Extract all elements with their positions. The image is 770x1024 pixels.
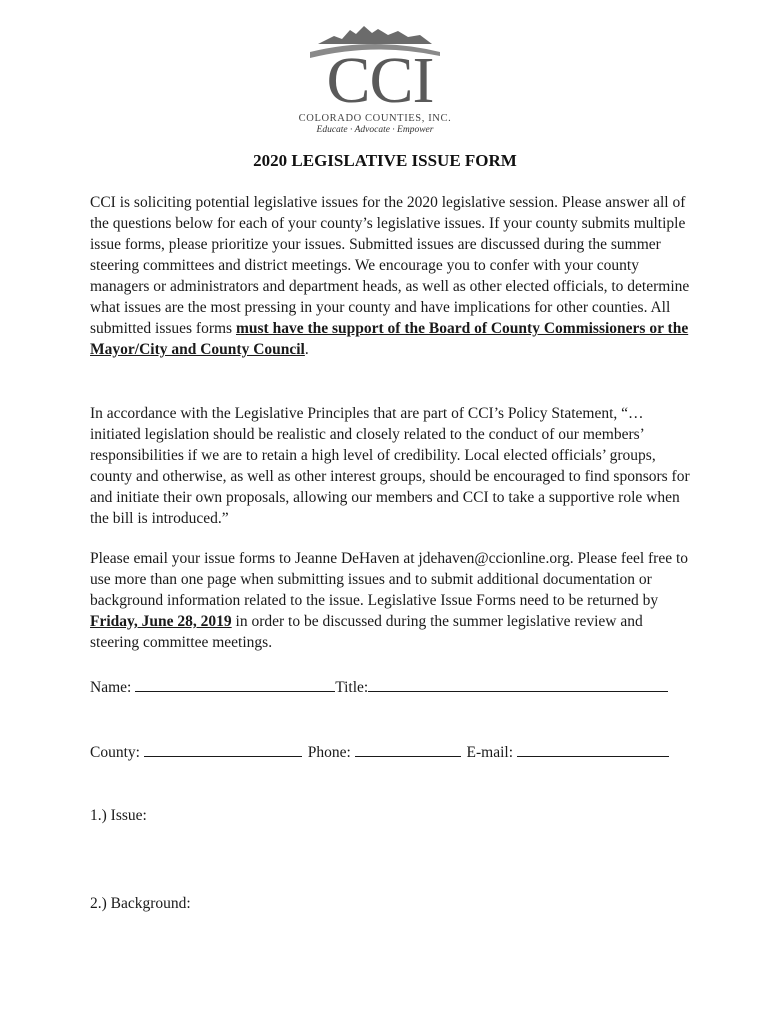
- submission-text: Please email your issue forms to Jeanne DeHaven at jdehaven@ccionline.org. Please feel free to use more than one page when submitting issues and to submit additional documentation or background information related to the issue. Legislative Issue Forms need to be returned by: [90, 550, 689, 609]
- intro-end: .: [304, 341, 309, 358]
- county-label: County:: [90, 744, 140, 761]
- name-field[interactable]: [135, 676, 335, 692]
- issue-label: 1.) Issue:: [90, 807, 147, 824]
- logo-tagline: Educate · Advocate · Empower: [316, 125, 434, 135]
- phone-label: Phone:: [307, 744, 351, 761]
- intro-paragraph: [90, 192, 690, 360]
- submission-end: in order to be discussed during the summer legislative review and steering committee meetings.: [90, 613, 643, 651]
- email-field[interactable]: [517, 741, 669, 757]
- title-label: Title:: [335, 679, 369, 696]
- county-field[interactable]: [144, 741, 302, 757]
- support-requirement: must have the support of the Board of County Commissioners or the Mayor/City and County Council: [90, 320, 689, 358]
- principles-paragraph: In accordance with the Legislative Principles that are part of CCI’s Policy Statement, “…initiated legislation should be realistic and closely related to the conduct of our members’ responsibilities if we are to retain a high level of credibility. Local elected officials’ groups, county and otherwise, as well as other interest groups, should be encouraged to find sponsors for and initiate their own proposals, allowing our members and CCI to take a supportive role when the bill is introduced.”: [90, 405, 690, 527]
- name-title-row: [90, 676, 690, 698]
- title-field[interactable]: [368, 676, 668, 692]
- phone-field[interactable]: [355, 741, 461, 757]
- page-title: 2020 LEGISLATIVE ISSUE FORM: [253, 151, 517, 170]
- email-label: E-mail:: [466, 744, 514, 761]
- submission-paragraph: [90, 548, 690, 653]
- logo-letters: CCI: [326, 44, 434, 117]
- logo-org-name: COLORADO COUNTIES, INC.: [298, 113, 452, 124]
- intro-text: CCI is soliciting potential legislative issues for the 2020 legislative session. Please answer all of the questions below for each of your county’s legislative issues. If your county submits multiple issue forms, please prioritize your issues. Submitted issues are discussed during the summer steering committees and district meetings. We encourage you to confer with your county managers or administrators and department heads, as well as other elected officials, to determine what issues are the most pressing in your county and have implications for other counties. All submitted issues forms: [90, 194, 690, 337]
- name-label: Name:: [90, 679, 132, 696]
- background-label: 2.) Background:: [90, 895, 191, 912]
- mountain-icon: [318, 26, 432, 44]
- contact-row: [90, 741, 690, 763]
- deadline-date: Friday, June 28, 2019: [90, 613, 232, 630]
